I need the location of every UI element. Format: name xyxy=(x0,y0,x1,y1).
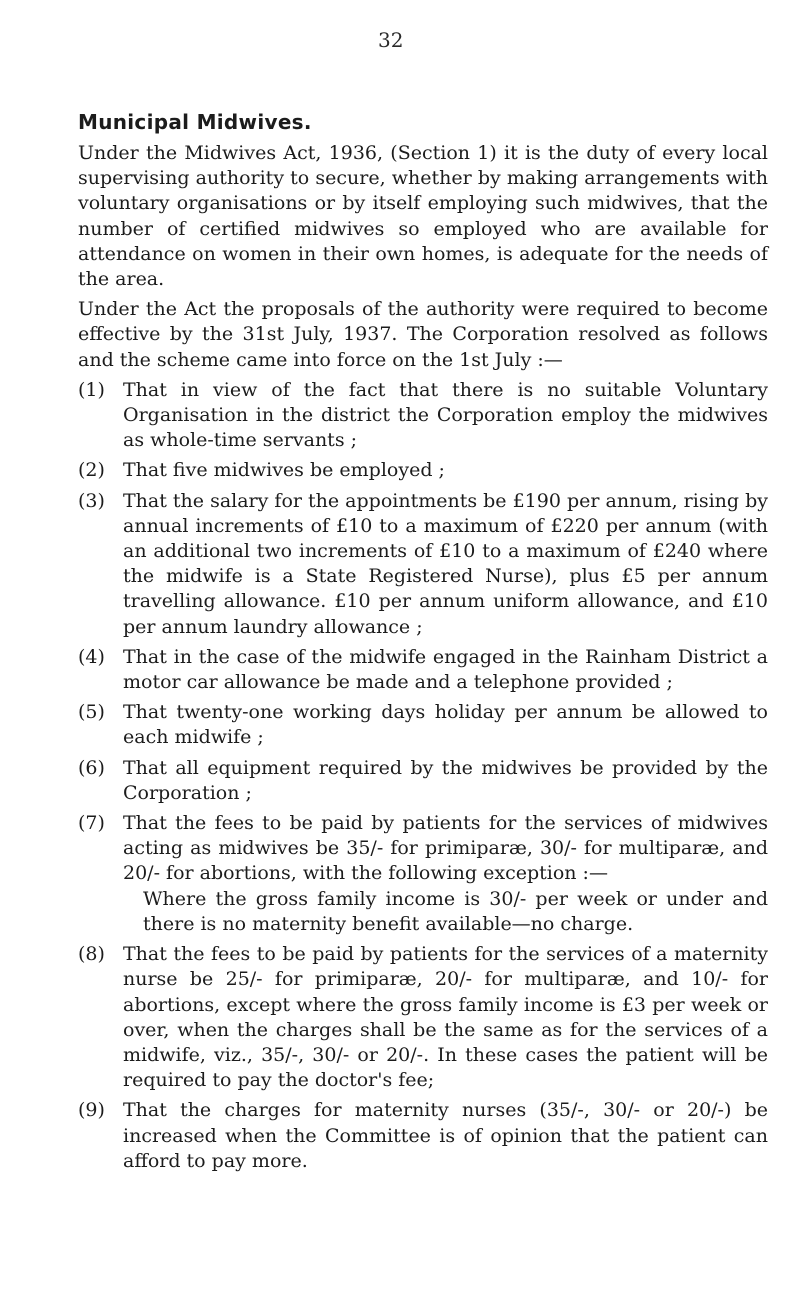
resolution-list xyxy=(78,378,768,1174)
list-item xyxy=(78,489,768,640)
list-item xyxy=(78,811,768,937)
item-body xyxy=(123,811,768,937)
intro-paragraph: Under the Midwives Act, 1936, (Section 1) it is the duty of every local supervising authority to secure, whether by making arrangements with voluntary organisations or by itself employing such midwives, that the number of certified midwives so employed who are available for attendance on women in their own homes, is adequate for the needs of the area. xyxy=(78,142,768,291)
list-item xyxy=(78,458,768,483)
item-text: That the salary for the appointments be £190 per annum, rising by annual increments of £10 to a maximum of £220 per annum (with an additional two increments of £10 to a maximum of £240 where the midwife is a State Registered Nurse), plus £5 per annum travelling allowance. £10 per annum uniform allowance, and £10 per annum laundry allowance ; xyxy=(123,489,768,638)
item-number: (8) xyxy=(78,943,105,966)
item-text: That the fees to be paid by patients for the services of midwives acting as midwives be 35/- for primiparæ, 30/- for multiparæ, and 20/- for abortions, with the following exception :— xyxy=(123,812,768,885)
item-text: That twenty-one working days holiday per annum be allowed to each midwife ; xyxy=(123,701,768,749)
item-number: (7) xyxy=(78,812,105,835)
item-number: (2) xyxy=(78,459,105,482)
item-number: (9) xyxy=(78,1099,105,1122)
list-item xyxy=(78,942,768,1093)
item-text: That all equipment required by the midwives be provided by the Corporation ; xyxy=(123,756,768,804)
resolution-paragraph: Under the Act the proposals of the authority were required to become effective by the 31st July, 1937. The Corporation resolved as follows and the scheme came into force on the 1st July :— xyxy=(78,298,768,371)
exception-text: Where the gross family income is 30/- per week or under and there is no maternity benefit available—no charge. xyxy=(143,887,768,935)
item-text: That in the case of the midwife engaged in the Rainham District a motor car allowance be made and a telephone provided ; xyxy=(123,645,768,694)
list-item xyxy=(78,700,768,750)
item-number: (4) xyxy=(78,645,105,668)
item-number: (5) xyxy=(78,701,105,724)
item-number: (1) xyxy=(78,378,105,401)
item-text: That in view of the fact that there is no suitable Voluntary Organisation in the district the Corporation employ the midwives as whole-time servants ; xyxy=(123,378,768,452)
item-number: (6) xyxy=(78,756,105,779)
section-heading: Municipal Midwives. xyxy=(78,110,312,134)
item-text: That five midwives be employed ; xyxy=(123,459,445,482)
item-text: That the charges for maternity nurses (35/-, 30/- or 20/-) be increased when the Committee is of opinion that the patient can afford to pay more. xyxy=(123,1099,768,1172)
page-number: 32 xyxy=(378,28,404,52)
section-body xyxy=(78,141,768,1179)
item-text: That the fees to be paid by patients for the services of a maternity nurse be 25/- for primiparæ, 20/- for multiparæ, and 10/- for abortions, except where the gross family income is £3 per week or over, when the charges shall be the same as for the services of a midwife, viz., 35/-, 30/- or 20/-. In these cases the patient will be required to pay the doctor's fee; xyxy=(123,943,768,1092)
list-item xyxy=(78,756,768,806)
item-number: (3) xyxy=(78,489,105,512)
list-item xyxy=(78,1098,768,1174)
list-item xyxy=(78,645,768,695)
list-item xyxy=(78,378,768,454)
